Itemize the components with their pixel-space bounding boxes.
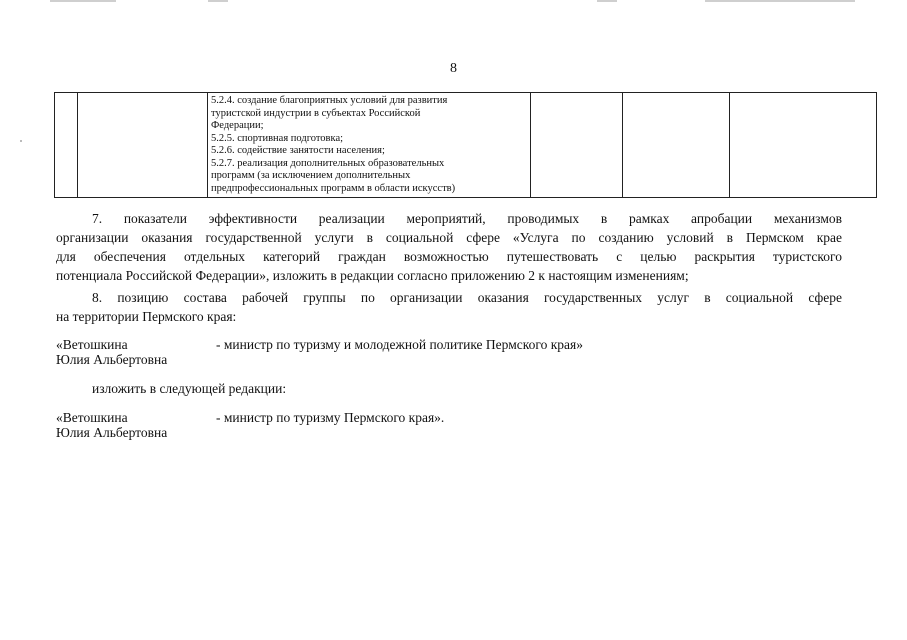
paragraph-line: потенциала Российской Федерации», изложить в редакции согласно приложению 2 к настоящим изменениям; xyxy=(56,268,689,283)
table-row xyxy=(55,93,877,198)
paragraph-line: для обеспечения отдельных категорий граждан возможностью путешествовать с целью раскрытия туристского xyxy=(56,249,842,264)
scan-rule xyxy=(597,0,617,2)
table-text-line: 5.2.5. спортивная подготовка; xyxy=(211,132,344,144)
old-member-entry xyxy=(56,337,583,367)
table-text-line: программ (за исключением дополнительных xyxy=(211,170,411,181)
table-cell xyxy=(730,93,877,198)
table-text-line: 5.2.4. создание благоприятных условий для развития xyxy=(211,95,448,106)
replace-instruction xyxy=(56,379,842,398)
table-text-line: 5.2.6. содействие занятости населения; xyxy=(211,145,385,156)
paragraph-line: 7. показатели эффективности реализации мероприятий, проводимых в рамках апробации механизмов xyxy=(92,211,842,226)
member-name-line: Юлия Альбертовна xyxy=(56,352,168,367)
table-text-line: 5.2.7. реализация дополнительных образовательных xyxy=(211,157,445,169)
scan-rule xyxy=(50,0,116,2)
paragraph-line: на территории Пермского края: xyxy=(56,309,237,324)
paragraph-8 xyxy=(56,288,842,326)
continuation-table xyxy=(54,92,877,198)
new-member-entry xyxy=(56,410,445,440)
paragraph-line: 8. позицию состава рабочей группы по организации оказания государственных услуг в социальной сфере xyxy=(92,290,842,305)
table-cell-services xyxy=(208,93,531,198)
scan-rule xyxy=(705,0,855,2)
page-number: 8 xyxy=(450,61,457,76)
table-text-line: предпрофессиональных программ в области искусств) xyxy=(211,182,456,194)
paragraph-7 xyxy=(56,209,842,285)
table-cell xyxy=(78,93,208,198)
paragraph-line: организации оказания государственной услуги в социальной сфере «Услуга по созданию условий в Пермском крае xyxy=(56,230,842,245)
table-text-line: туристской индустрии в субъектах Российской xyxy=(211,107,421,119)
scan-rule xyxy=(208,0,228,2)
table-cell xyxy=(531,93,623,198)
member-name-line: «Ветошкина xyxy=(56,337,128,352)
member-name-line: Юлия Альбертовна xyxy=(56,425,168,440)
table-text-line: Федерации; xyxy=(211,120,264,131)
scan-speck xyxy=(20,140,22,142)
member-role: - министр по туризму и молодежной политике Пермского края» xyxy=(216,337,583,352)
table-cell xyxy=(623,93,730,198)
member-name-line: «Ветошкина xyxy=(56,410,128,425)
member-role: - министр по туризму Пермского края». xyxy=(216,410,445,425)
paragraph-line: изложить в следующей редакции: xyxy=(92,381,287,396)
table-cell xyxy=(55,93,78,198)
